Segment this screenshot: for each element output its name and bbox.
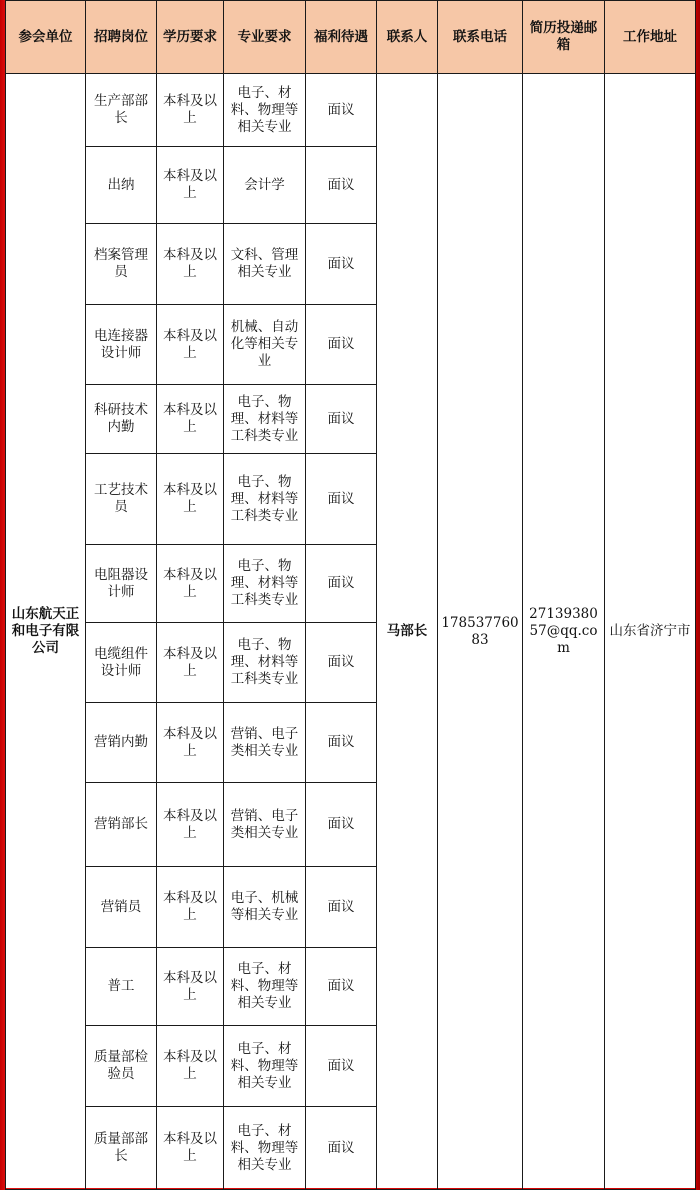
header-row <box>6 1 696 74</box>
benefits-cell: 面议 <box>306 454 377 545</box>
major-cell: 电子、物理、材料等工科类专业 <box>224 385 306 454</box>
header-education: 学历要求 <box>157 1 224 74</box>
position-cell: 营销内勤 <box>86 703 157 783</box>
benefits-cell: 面议 <box>306 703 377 783</box>
benefits-cell: 面议 <box>306 305 377 385</box>
recruitment-table <box>5 0 696 1190</box>
education-cell: 本科及以上 <box>157 74 224 147</box>
education-cell: 本科及以上 <box>157 454 224 545</box>
position-cell: 质量部部长 <box>86 1107 157 1190</box>
address-cell: 山东省济宁市 <box>605 74 696 1190</box>
benefits-cell: 面议 <box>306 1107 377 1190</box>
major-cell: 电子、材料、物理等相关专业 <box>224 1107 306 1190</box>
benefits-cell: 面议 <box>306 1026 377 1107</box>
benefits-cell: 面议 <box>306 147 377 224</box>
table-row <box>6 74 696 147</box>
position-cell: 工艺技术员 <box>86 454 157 545</box>
major-cell: 电子、材料、物理等相关专业 <box>224 74 306 147</box>
education-cell: 本科及以上 <box>157 224 224 305</box>
company-cell: 山东航天正和电子有限公司 <box>6 74 86 1190</box>
header-benefits: 福利待遇 <box>306 1 377 74</box>
position-cell: 科研技术内勤 <box>86 385 157 454</box>
position-cell: 营销部长 <box>86 783 157 867</box>
benefits-cell: 面议 <box>306 74 377 147</box>
phone-cell: 17853776083 <box>438 74 523 1190</box>
header-contact: 联系人 <box>377 1 438 74</box>
position-cell: 生产部部长 <box>86 74 157 147</box>
major-cell: 机械、自动化等相关专业 <box>224 305 306 385</box>
benefits-cell: 面议 <box>306 623 377 703</box>
header-company: 参会单位 <box>6 1 86 74</box>
header-position: 招聘岗位 <box>86 1 157 74</box>
education-cell: 本科及以上 <box>157 703 224 783</box>
position-cell: 普工 <box>86 948 157 1026</box>
benefits-cell: 面议 <box>306 867 377 948</box>
education-cell: 本科及以上 <box>157 1026 224 1107</box>
education-cell: 本科及以上 <box>157 948 224 1026</box>
header-phone: 联系电话 <box>438 1 523 74</box>
education-cell: 本科及以上 <box>157 545 224 623</box>
education-cell: 本科及以上 <box>157 783 224 867</box>
education-cell: 本科及以上 <box>157 305 224 385</box>
education-cell: 本科及以上 <box>157 867 224 948</box>
email-cell: 2713938057@qq.com <box>523 74 605 1190</box>
education-cell: 本科及以上 <box>157 1107 224 1190</box>
benefits-cell: 面议 <box>306 948 377 1026</box>
position-cell: 营销员 <box>86 867 157 948</box>
position-cell: 档案管理员 <box>86 224 157 305</box>
major-cell: 电子、物理、材料等工科类专业 <box>224 545 306 623</box>
header-major: 专业要求 <box>224 1 306 74</box>
education-cell: 本科及以上 <box>157 385 224 454</box>
position-cell: 电连接器设计师 <box>86 305 157 385</box>
position-cell: 质量部检验员 <box>86 1026 157 1107</box>
position-cell: 电阻器设计师 <box>86 545 157 623</box>
contact-person-cell: 马部长 <box>377 74 438 1190</box>
position-cell: 电缆组件设计师 <box>86 623 157 703</box>
major-cell: 电子、物理、材料等工科类专业 <box>224 623 306 703</box>
table-body <box>6 74 696 1190</box>
major-cell: 文科、管理相关专业 <box>224 224 306 305</box>
major-cell: 会计学 <box>224 147 306 224</box>
header-email: 简历投递邮箱 <box>523 1 605 74</box>
major-cell: 营销、电子类相关专业 <box>224 703 306 783</box>
major-cell: 电子、机械等相关专业 <box>224 867 306 948</box>
benefits-cell: 面议 <box>306 385 377 454</box>
major-cell: 电子、物理、材料等工科类专业 <box>224 454 306 545</box>
benefits-cell: 面议 <box>306 783 377 867</box>
education-cell: 本科及以上 <box>157 623 224 703</box>
header-address: 工作地址 <box>605 1 696 74</box>
education-cell: 本科及以上 <box>157 147 224 224</box>
major-cell: 营销、电子类相关专业 <box>224 783 306 867</box>
position-cell: 出纳 <box>86 147 157 224</box>
benefits-cell: 面议 <box>306 545 377 623</box>
benefits-cell: 面议 <box>306 224 377 305</box>
major-cell: 电子、材料、物理等相关专业 <box>224 948 306 1026</box>
major-cell: 电子、材料、物理等相关专业 <box>224 1026 306 1107</box>
